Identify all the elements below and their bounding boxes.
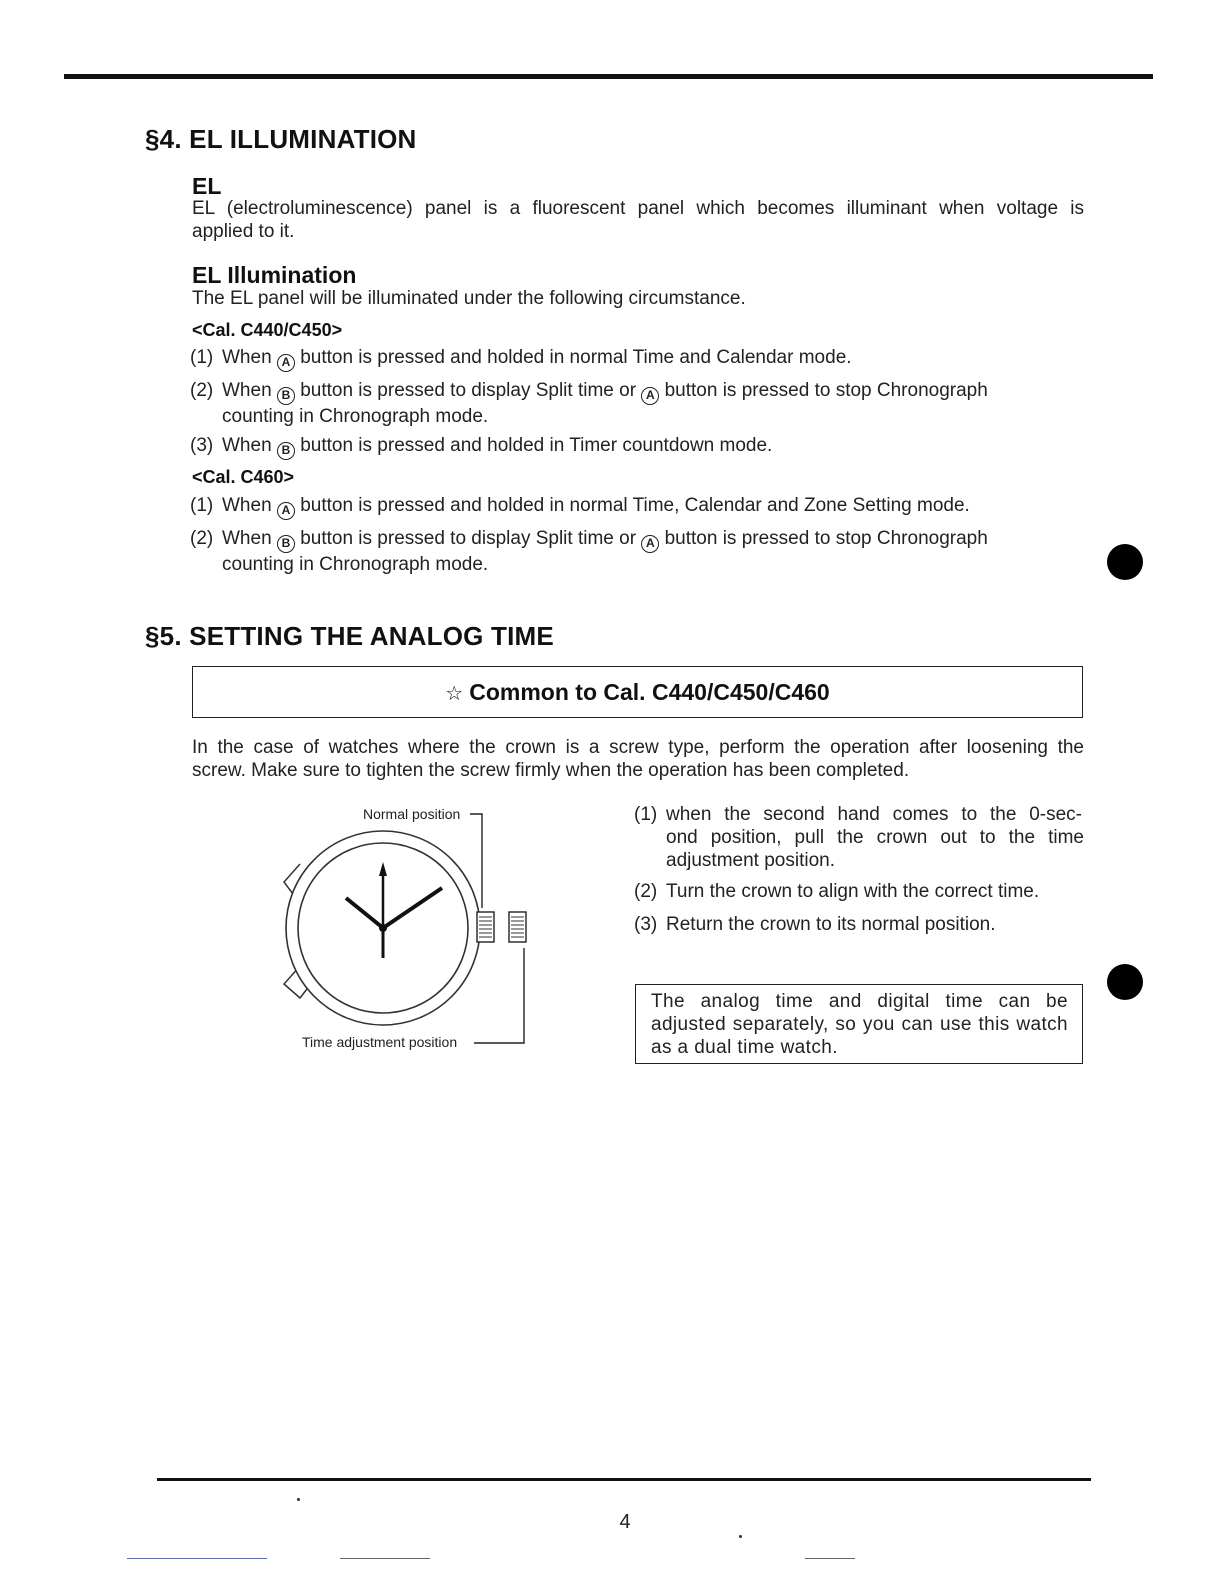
scan-speck [739, 1535, 742, 1538]
button-a-icon: A [641, 535, 659, 553]
scan-speck [297, 1498, 300, 1501]
dual-time-note: The analog time and digital time can be adjusted separately, so you can use this watch as a dual time watch. [635, 984, 1083, 1064]
section5-title: §5. SETTING THE ANALOG TIME [145, 621, 554, 651]
watch-crown-diagram [270, 800, 560, 1060]
button-b-icon: B [277, 442, 295, 460]
el-illumination-heading: EL Illumination [192, 262, 357, 288]
scan-edge-mark [340, 1558, 430, 1559]
hand-pivot [379, 924, 387, 932]
crown-normal-position [477, 912, 494, 942]
scan-edge-mark [127, 1558, 267, 1559]
cal-a-item-1: (1) When A button is pressed and holded in normal Time and Calendar mode. [190, 346, 852, 372]
cal-c440-c450-heading: <Cal. C440/C450> [192, 320, 343, 340]
button-a-icon: A [641, 387, 659, 405]
analog-step-3: (3) Return the crown to its normal position. [634, 914, 996, 935]
analog-step-2: (2) Turn the crown to align with the correct time. [634, 881, 1040, 902]
el-text-line1: EL (electroluminescence) panel is a fluorescent panel which becomes illuminant when voltage is [192, 198, 1084, 219]
common-calibre-label: Common to Cal. C440/C450/C460 [469, 679, 830, 705]
screw-crown-intro-line1: In the case of watches where the crown is a screw type, perform the operation after loosening the [192, 737, 1084, 758]
bottom-rule [157, 1478, 1091, 1481]
cal-b-item-1: (1) When A button is pressed and holded in normal Time, Calendar and Zone Setting mode. [190, 494, 970, 520]
crown-adjust-position [509, 912, 526, 942]
normal-position-label: Normal position [363, 806, 461, 822]
cal-a-item-3: (3) When B button is pressed and holded in Timer countdown mode. [190, 434, 772, 460]
button-b-icon: B [277, 535, 295, 553]
analog-step-1: (1) when the second hand comes to the 0-sec- ond position, pull the crown out to the time adjustment position. [634, 804, 1084, 871]
el-heading: EL [192, 173, 222, 199]
cal-b-item-2: (2) When B button is pressed to display Split time or A button is pressed to stop Chronograph counting in Chronograph mode. [190, 528, 988, 575]
el-illumination-text: The EL panel will be illuminated under the following circumstance. [192, 288, 746, 309]
button-a-icon: A [277, 354, 295, 372]
el-text-line2: applied to it. [192, 221, 295, 242]
page-number: 4 [619, 1511, 631, 1533]
scan-edge-mark [805, 1558, 855, 1559]
margin-bullet-marker [1107, 964, 1143, 1000]
button-b-icon: B [277, 387, 295, 405]
margin-bullet-marker [1107, 544, 1143, 580]
button-a-icon: A [277, 502, 295, 520]
top-rule [64, 74, 1153, 79]
cal-c460-heading: <Cal. C460> [192, 467, 295, 487]
screw-crown-intro-line2: screw. Make sure to tighten the screw firmly when the operation has been completed. [192, 760, 910, 781]
star-icon: ☆ [445, 683, 464, 705]
common-calibre-banner [192, 666, 1083, 718]
time-adjustment-position-label: Time adjustment position [302, 1034, 458, 1050]
cal-a-item-2: (2) When B button is pressed to display Split time or A button is pressed to stop Chronograph counting in Chronograph mode. [190, 380, 988, 427]
section4-title: §4. EL ILLUMINATION [145, 124, 417, 154]
adjust-position-leader [474, 948, 524, 1043]
